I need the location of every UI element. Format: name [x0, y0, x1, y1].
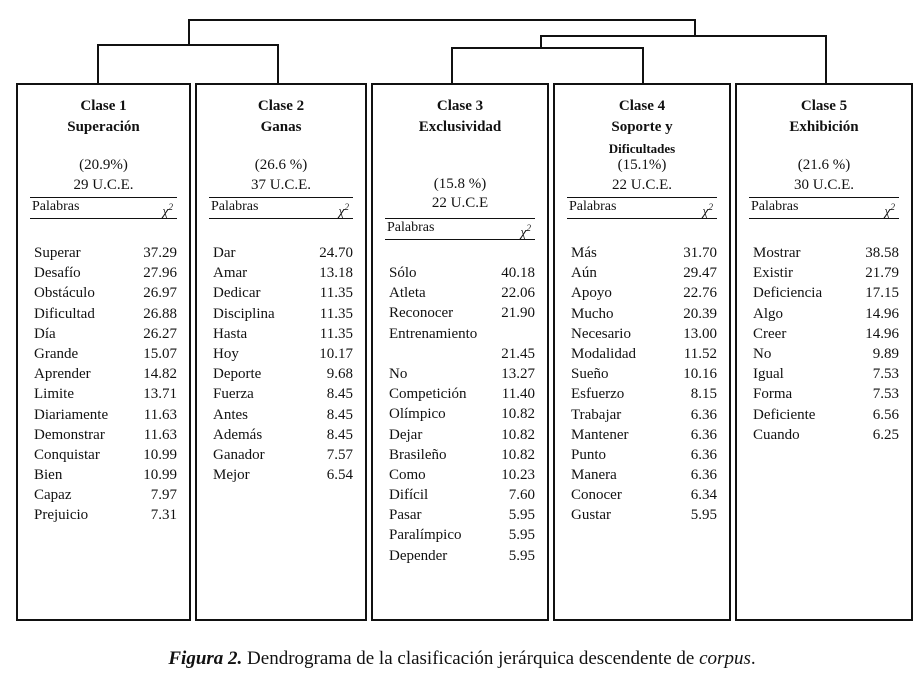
chi-square-value: 5.95	[508, 507, 535, 524]
chi-square-value: 6.36	[690, 467, 717, 484]
class-5-uce: 30 U.C.E.	[794, 177, 854, 193]
word-row	[571, 364, 717, 384]
word-row	[389, 425, 535, 445]
chi-square-value: 38.58	[865, 245, 899, 261]
chi-square-value: 10.82	[501, 406, 535, 423]
chi-square-value: 11.63	[143, 426, 177, 443]
chi-square-value: 5.95	[508, 527, 535, 544]
word-label: Dificultad	[34, 305, 95, 322]
chi-square-column-label: $\chi^2$	[520, 223, 531, 241]
chi-square-value: 13.27	[501, 365, 535, 382]
word-label: Fuerza	[213, 386, 254, 403]
dendrogram-tree	[0, 0, 924, 85]
class-3-percent: (15.8 %)	[433, 176, 487, 192]
chi-square-value: 22.06	[501, 285, 535, 302]
class-1-percent: (20.9%)	[79, 157, 128, 173]
word-row	[571, 445, 717, 465]
word-label: Esfuerzo	[571, 386, 625, 403]
word-row	[753, 243, 899, 263]
class-4-name: Soporte y	[611, 119, 673, 135]
word-label: Entrenamiento	[389, 325, 478, 342]
word-label: Conquistar	[34, 446, 100, 463]
chi-square-value: 13.00	[683, 325, 717, 342]
word-row	[389, 263, 535, 283]
word-label: Antes	[213, 406, 248, 423]
chi-square-value: 10.82	[501, 426, 535, 443]
chi-square-value: 5.95	[690, 507, 717, 524]
word-label: Dedicar	[213, 285, 261, 302]
class-2-column-header	[209, 197, 353, 219]
chi-square-value: 10.99	[143, 467, 177, 484]
word-row	[753, 425, 899, 445]
word-row	[753, 384, 899, 404]
chi-square-value: 21.45	[501, 345, 535, 362]
class-2-percent: (26.6 %)	[254, 157, 308, 173]
chi-square-value: 21.90	[501, 305, 535, 322]
word-row	[34, 344, 177, 364]
chi-square-value: 7.53	[872, 386, 899, 403]
word-label: Día	[34, 325, 56, 342]
word-label: Deficiencia	[753, 285, 823, 302]
class-3-title: Clase 3	[436, 98, 484, 114]
word-label: No	[753, 345, 772, 362]
word-label: Paralímpico	[389, 527, 462, 544]
words-column-label: Palabras	[32, 199, 80, 214]
word-label: Desafío	[34, 265, 81, 282]
word-label: Modalidad	[571, 345, 636, 362]
word-label: Trabajar	[571, 406, 622, 423]
word-row	[389, 283, 535, 303]
chi-square-value: 8.45	[326, 426, 353, 443]
dendrogram-link-root	[189, 20, 695, 45]
word-row	[389, 404, 535, 424]
class-3-word-list	[389, 263, 535, 566]
chi-square-value: 22.76	[683, 285, 717, 302]
word-row	[571, 283, 717, 303]
word-row	[34, 505, 177, 525]
word-label: Gustar	[571, 507, 611, 524]
words-column-label: Palabras	[569, 199, 617, 214]
chi-square-value: 6.54	[326, 467, 353, 484]
word-row	[34, 405, 177, 425]
chi-square-value: 27.96	[143, 265, 177, 282]
chi-square-value: 11.35	[319, 285, 353, 302]
class-2-title: Clase 2	[257, 98, 305, 114]
class-2-uce: 37 U.C.E.	[251, 177, 311, 193]
chi-square-column-label: $\chi^2$	[702, 202, 713, 220]
figure-label: Figura 2.	[168, 648, 243, 669]
class-4-column-header	[567, 197, 717, 219]
word-label: Bien	[34, 467, 63, 484]
class-4-panel	[553, 83, 731, 621]
word-row	[389, 384, 535, 404]
class-1-name: Superación	[67, 119, 140, 135]
chi-square-value: 37.29	[143, 245, 177, 261]
word-label: Atleta	[389, 285, 426, 302]
class-1-uce: 29 U.C.E.	[73, 177, 134, 193]
word-row	[389, 324, 535, 344]
word-row	[34, 384, 177, 404]
word-row	[571, 384, 717, 404]
word-label: Competición	[389, 386, 467, 403]
chi-square-value: 13.18	[319, 265, 353, 282]
class-4-percent: (15.1%)	[617, 157, 667, 173]
class-5-name: Exhibición	[789, 119, 859, 135]
figure-caption	[0, 648, 924, 670]
word-row	[571, 465, 717, 485]
class-5-panel	[735, 83, 913, 621]
class-1-panel	[16, 83, 191, 621]
words-column-label: Palabras	[387, 220, 435, 235]
chi-square-value: 6.36	[690, 406, 717, 423]
class-4-word-list	[571, 243, 717, 526]
chi-square-value: 11.40	[501, 386, 535, 403]
word-label: Existir	[753, 265, 793, 282]
word-row	[753, 405, 899, 425]
class-3-column-header	[385, 218, 535, 240]
word-row	[34, 304, 177, 324]
chi-square-value: 11.35	[319, 325, 353, 342]
word-label: Disciplina	[213, 305, 275, 322]
word-label: Deficiente	[753, 406, 816, 423]
word-row	[389, 505, 535, 525]
caption-end: .	[750, 648, 756, 669]
class-3-uce: 22 U.C.E	[431, 195, 489, 211]
chi-square-value: 26.27	[143, 325, 177, 342]
chi-square-value: 9.68	[326, 366, 353, 383]
word-label: Mantener	[571, 426, 629, 443]
word-label: Hoy	[213, 345, 239, 362]
word-label: Olímpico	[389, 406, 446, 423]
chi-square-column-label: $\chi^2$	[338, 202, 349, 220]
class-1-title: Clase 1	[80, 98, 127, 114]
word-row	[389, 344, 535, 364]
word-label: Forma	[753, 386, 793, 403]
chi-square-value: 8.45	[326, 386, 353, 403]
word-row	[389, 445, 535, 465]
class-2-word-list	[213, 243, 353, 485]
word-row	[753, 344, 899, 364]
class-4-name-line-2: Dificultades	[608, 141, 676, 156]
word-row	[571, 485, 717, 505]
chi-square-value: 14.96	[865, 325, 899, 342]
word-label: Hasta	[213, 325, 248, 342]
word-label: Aprender	[34, 366, 91, 383]
word-label: Diariamente	[34, 406, 109, 423]
word-row	[213, 344, 353, 364]
chi-square-value: 14.96	[865, 305, 899, 322]
chi-square-value: 10.17	[319, 345, 353, 362]
word-row	[571, 304, 717, 324]
class-1-word-list	[34, 243, 177, 526]
word-row	[34, 324, 177, 344]
word-label: Grande	[34, 345, 79, 362]
word-label: Prejuicio	[34, 507, 89, 524]
word-row	[213, 324, 353, 344]
caption-text: Dendrograma de la clasificación jerárquica descendente de	[242, 648, 700, 669]
word-label: Algo	[753, 305, 783, 322]
word-row	[213, 304, 353, 324]
class-3-name: Exclusividad	[418, 119, 502, 135]
class-3-panel	[371, 83, 549, 621]
chi-square-value: 7.57	[326, 446, 353, 463]
word-label: Pasar	[389, 507, 422, 524]
word-row	[753, 283, 899, 303]
word-label: Creer	[753, 325, 787, 342]
word-label: Demonstrar	[34, 426, 105, 443]
word-row	[753, 324, 899, 344]
word-label: Reconocer	[389, 305, 454, 322]
word-row	[571, 405, 717, 425]
chi-square-value: 15.07	[143, 345, 177, 362]
chi-square-value: 10.99	[143, 446, 177, 463]
class-5-word-list	[753, 243, 899, 445]
word-row	[389, 465, 535, 485]
dendrogram-link-1-2	[98, 45, 278, 83]
chi-square-column-label: $\chi^2$	[162, 202, 173, 220]
word-row	[34, 485, 177, 505]
word-label: Sólo	[389, 265, 417, 281]
word-row	[34, 465, 177, 485]
chi-square-value: 10.23	[501, 466, 535, 483]
class-2-panel	[195, 83, 367, 621]
chi-square-value: 24.70	[319, 245, 353, 261]
class-4-title: Clase 4	[618, 98, 666, 114]
word-row	[571, 505, 717, 525]
class-4-uce: 22 U.C.E.	[612, 177, 672, 193]
word-row	[389, 525, 535, 545]
chi-square-value: 20.39	[683, 305, 717, 322]
word-row	[213, 384, 353, 404]
chi-square-value: 10.82	[501, 446, 535, 463]
word-row	[389, 546, 535, 566]
chi-square-value: 21.79	[865, 265, 899, 282]
chi-square-value: 11.52	[683, 345, 717, 362]
chi-square-value: 8.45	[326, 406, 353, 423]
class-5-column-header	[749, 197, 899, 219]
chi-square-value: 26.97	[143, 285, 177, 302]
word-label: Capaz	[34, 487, 72, 504]
dendrogram-link-4	[541, 48, 643, 83]
chi-square-value: 14.82	[143, 366, 177, 383]
word-label: Apoyo	[571, 285, 612, 302]
chi-square-value: 8.15	[690, 386, 717, 403]
word-label: Además	[213, 426, 263, 443]
word-label: Superar	[34, 245, 81, 261]
word-row	[34, 425, 177, 445]
word-row	[213, 364, 353, 384]
word-label: Depender	[389, 547, 448, 564]
chi-square-value: 6.36	[690, 426, 717, 443]
word-row	[213, 425, 353, 445]
word-row	[389, 303, 535, 323]
word-row	[34, 243, 177, 263]
word-label: Dar	[213, 245, 236, 261]
word-row	[571, 425, 717, 445]
words-column-label: Palabras	[211, 199, 259, 214]
word-label: Igual	[753, 366, 784, 383]
chi-square-column-label: $\chi^2$	[884, 202, 895, 220]
chi-square-value: 11.35	[319, 305, 353, 322]
word-label: Amar	[213, 265, 248, 282]
word-label: Más	[571, 245, 597, 261]
word-row	[34, 445, 177, 465]
dendrogram-link-3-45	[452, 36, 826, 83]
chi-square-value: 9.89	[872, 345, 899, 362]
chi-square-value: 6.56	[872, 406, 899, 423]
word-label: Necesario	[571, 325, 631, 342]
class-1-column-header	[30, 197, 177, 219]
word-row	[213, 405, 353, 425]
chi-square-value: 11.63	[143, 406, 177, 423]
chi-square-value: 7.53	[872, 366, 899, 383]
word-row	[571, 263, 717, 283]
word-row	[389, 364, 535, 384]
word-label: No	[389, 365, 408, 382]
word-label: Manera	[571, 467, 617, 484]
word-row	[34, 364, 177, 384]
word-row	[753, 364, 899, 384]
word-label: Sueño	[571, 366, 609, 383]
word-label: Mucho	[571, 305, 614, 322]
chi-square-value: 13.71	[143, 386, 177, 403]
word-label: Como	[389, 466, 426, 483]
word-label: Aún	[571, 265, 597, 282]
chi-square-value: 29.47	[683, 265, 717, 282]
word-row	[34, 283, 177, 303]
chi-square-value: 31.70	[683, 245, 717, 261]
chi-square-value: 26.88	[143, 305, 177, 322]
word-row	[213, 465, 353, 485]
word-row	[571, 243, 717, 263]
chi-square-value: 10.16	[683, 366, 717, 383]
word-row	[571, 344, 717, 364]
class-5-title: Clase 5	[800, 98, 848, 114]
class-2-name: Ganas	[260, 119, 302, 135]
word-label: Ganador	[213, 446, 265, 463]
chi-square-value: 7.31	[150, 507, 177, 524]
word-row	[34, 263, 177, 283]
word-label: Dejar	[389, 426, 423, 443]
word-label: Mostrar	[753, 245, 801, 261]
word-row	[389, 485, 535, 505]
word-label: Conocer	[571, 487, 622, 504]
word-label: Punto	[571, 446, 607, 463]
chi-square-value: 5.95	[508, 547, 535, 564]
word-row	[213, 243, 353, 263]
word-row	[213, 283, 353, 303]
word-label: Difícil	[389, 487, 429, 504]
word-row	[753, 263, 899, 283]
word-label: Mejor	[213, 467, 250, 484]
chi-square-value: 6.34	[690, 487, 717, 504]
chi-square-value: 6.36	[690, 446, 717, 463]
chi-square-value: 7.97	[150, 487, 177, 504]
word-row	[213, 445, 353, 465]
word-label: Deporte	[213, 366, 262, 383]
chi-square-value: 17.15	[865, 285, 899, 302]
word-row	[753, 304, 899, 324]
caption-italic-word: corpus	[699, 648, 751, 669]
class-5-percent: (21.6 %)	[797, 157, 851, 173]
chi-square-value: 7.60	[508, 487, 535, 504]
word-label: Cuando	[753, 426, 800, 443]
chi-square-value: 40.18	[501, 265, 535, 281]
chi-square-value: 6.25	[872, 426, 899, 443]
words-column-label: Palabras	[751, 199, 799, 214]
word-label: Limite	[34, 386, 74, 403]
word-label: Obstáculo	[34, 285, 95, 302]
word-label: Brasileño	[389, 446, 447, 463]
word-row	[571, 324, 717, 344]
word-row	[213, 263, 353, 283]
